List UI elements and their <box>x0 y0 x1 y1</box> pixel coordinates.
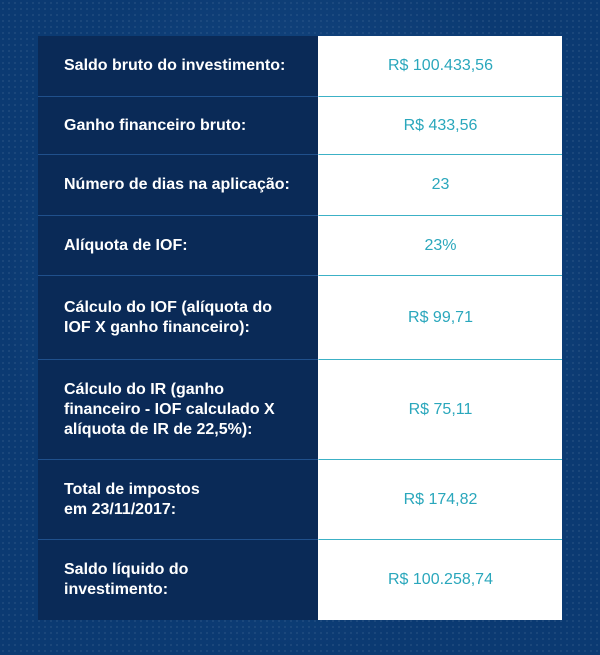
row-value-total-impostos: R$ 174,82 <box>318 460 562 540</box>
row-label-ganho-financeiro: Ganho financeiro bruto: <box>38 97 318 155</box>
row-label-calculo-iof: Cálculo do IOF (alíquota do IOF X ganho financeiro): <box>38 276 318 360</box>
row-label-numero-dias: Número de dias na aplicação: <box>38 155 318 216</box>
table-row <box>38 216 562 276</box>
row-value-aliquota-iof: 23% <box>318 216 562 276</box>
row-value-saldo-liquido: R$ 100.258,74 <box>318 540 562 620</box>
table-row <box>38 97 562 155</box>
table-row <box>38 36 562 97</box>
row-value-calculo-iof: R$ 99,71 <box>318 276 562 360</box>
row-value-ganho-financeiro: R$ 433,56 <box>318 97 562 155</box>
table-row <box>38 155 562 216</box>
row-value-numero-dias: 23 <box>318 155 562 216</box>
row-label-saldo-bruto: Saldo bruto do investimento: <box>38 36 318 97</box>
table-row <box>38 360 562 460</box>
row-label-total-impostos: Total de impostos em 23/11/2017: <box>38 460 318 540</box>
row-value-saldo-bruto: R$ 100.433,56 <box>318 36 562 97</box>
table-row <box>38 460 562 540</box>
row-label-calculo-ir: Cálculo do IR (ganho financeiro - IOF calculado X alíquota de IR de 22,5%): <box>38 360 318 460</box>
row-value-calculo-ir: R$ 75,11 <box>318 360 562 460</box>
table-row <box>38 276 562 360</box>
investment-summary-table <box>38 36 562 620</box>
table-row <box>38 540 562 620</box>
row-label-aliquota-iof: Alíquota de IOF: <box>38 216 318 276</box>
row-label-saldo-liquido: Saldo líquido do investimento: <box>38 540 318 620</box>
